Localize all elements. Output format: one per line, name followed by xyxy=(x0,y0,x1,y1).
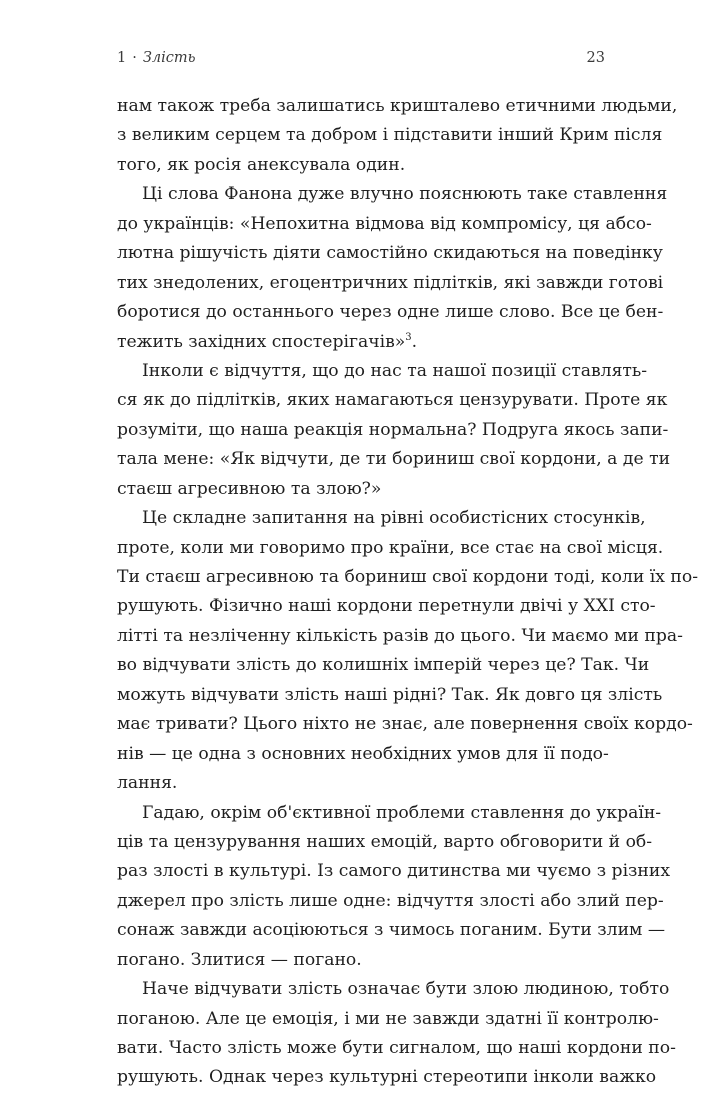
text-line xyxy=(117,592,656,621)
text-line xyxy=(117,328,605,357)
line-text: поганою. Але це емоція, і ми не завжди здатні її контролю- xyxy=(117,1008,659,1029)
line-text: тих знедолених, егоцентричних підлітків, які завжди готові xyxy=(117,272,664,293)
text-line xyxy=(117,857,671,886)
line-text: раз злості в культурі. Із самого дитинства ми чуємо з різних xyxy=(117,861,671,882)
line-text: нам також треба залишатись кришталево етичними людьми, xyxy=(117,96,678,116)
paragraph xyxy=(117,92,678,180)
sentence-period: . xyxy=(411,331,418,352)
text-line xyxy=(117,504,646,533)
line-text: з великим серцем та добром і підставити інший Крим після xyxy=(117,125,663,146)
line-text: лютна рішучість діяти самостійно скидаються на поведінку xyxy=(117,243,663,264)
text-line xyxy=(117,239,663,268)
line-text: проте, коли ми говоримо про країни, все стає на свої місця. xyxy=(117,537,664,558)
line-text: лання. xyxy=(117,773,178,794)
line-text: ців та цензурування наших емоцій, варто обговорити й об- xyxy=(117,831,653,852)
page-number: 23 xyxy=(586,50,605,66)
line-text: тала мене: «Як відчути, де ти бориниш свої кордони, а де ти xyxy=(117,449,671,470)
text-line xyxy=(117,269,664,298)
text-line xyxy=(117,769,605,798)
line-text: джерел про злість лише одне: відчуття злості або злий пер- xyxy=(117,890,664,911)
line-text: рушують. Однак через культурні стереотипи інколи важко xyxy=(117,1067,657,1088)
line-text: Ти стаєш агресивною та бориниш свої кордони тоді, коли їх по- xyxy=(117,567,699,587)
line-text: погано. Злитися — погано. xyxy=(117,949,362,970)
text-line xyxy=(117,563,699,592)
line-text: нів — це одна з основних необхідних умов для її подо- xyxy=(117,743,609,764)
line-text: того, як росія анексувала один. xyxy=(117,154,406,175)
line-text: Інколи є відчуття, що до нас та нашої позиції ставлять- xyxy=(142,360,648,381)
paragraph xyxy=(117,799,671,976)
chapter-separator: · xyxy=(132,50,137,66)
text-line xyxy=(117,357,648,386)
text-line xyxy=(117,799,662,828)
line-text: розуміти, що наша реакція нормальна? Подруга якось запи- xyxy=(117,419,669,440)
line-text: літті та незліченну кількість разів до цього. Чи маємо ми пра- xyxy=(117,625,683,646)
text-line xyxy=(117,651,650,680)
line-text: має тривати? Цього ніхто не знає, але повернення своїх кордо- xyxy=(117,714,693,735)
line-text: Це складне запитання на рівні особистісних стосунків, xyxy=(142,508,646,529)
text-line xyxy=(117,92,678,121)
text-line xyxy=(117,121,663,150)
footnote-reference[interactable]: 3 xyxy=(405,331,412,343)
paragraph xyxy=(117,504,699,798)
line-text: тежить західних спостерігачів» xyxy=(117,331,406,352)
chapter-title: Злість xyxy=(142,50,196,66)
line-text: ся як до підлітків, яких намагаються цензурувати. Проте як xyxy=(117,390,668,411)
text-line xyxy=(117,1063,657,1092)
text-line xyxy=(117,828,653,857)
text-line xyxy=(117,622,683,651)
text-line xyxy=(117,475,605,504)
text-line xyxy=(117,1034,676,1063)
text-line xyxy=(117,298,664,327)
line-text: Наче відчувати злість означає бути злою людиною, тобто xyxy=(142,979,670,1000)
text-line xyxy=(117,740,609,769)
paragraph xyxy=(117,975,676,1093)
text-line xyxy=(117,681,663,710)
text-line xyxy=(117,180,668,209)
line-text: рушують. Фізично наші кордони перетнули двічі у XXI сто- xyxy=(117,596,656,617)
text-line xyxy=(117,416,669,445)
line-text: Гадаю, окрім об'єктивної проблеми ставлення до україн- xyxy=(142,802,662,823)
body-text xyxy=(117,92,699,1093)
text-line xyxy=(117,386,668,415)
text-line xyxy=(117,975,670,1004)
line-text: вати. Часто злість може бути сигналом, що наші кордони по- xyxy=(117,1038,676,1058)
text-line xyxy=(117,946,605,975)
text-line xyxy=(117,534,664,563)
chapter-number: 1 xyxy=(117,50,127,66)
running-head xyxy=(117,50,605,72)
line-text: боротися до останнього через одне лише слово. Все це бен- xyxy=(117,302,664,323)
text-line xyxy=(117,445,671,474)
text-line xyxy=(117,151,605,180)
line-text: до українців: «Непохитна відмова від компромісу, ця абсо- xyxy=(117,213,652,234)
paragraph xyxy=(117,180,668,357)
line-text: сонаж завжди асоціюються з чимось поганим. Бути злим — xyxy=(117,920,666,941)
line-text: стаєш агресивною та злою?» xyxy=(117,478,382,499)
line-text: Ці слова Фанона дуже влучно пояснюють таке ставлення xyxy=(142,184,668,205)
line-text: во відчувати злість до колишніх імперій через це? Так. Чи xyxy=(117,655,650,676)
text-line xyxy=(117,210,652,239)
text-line xyxy=(117,710,693,739)
chapter-heading xyxy=(117,50,196,66)
text-line xyxy=(117,916,666,945)
paragraph xyxy=(117,357,671,504)
text-line xyxy=(117,887,664,916)
line-text: можуть відчувати злість наші рідні? Так. Як довго ця злість xyxy=(117,684,663,705)
text-line xyxy=(117,1005,659,1034)
